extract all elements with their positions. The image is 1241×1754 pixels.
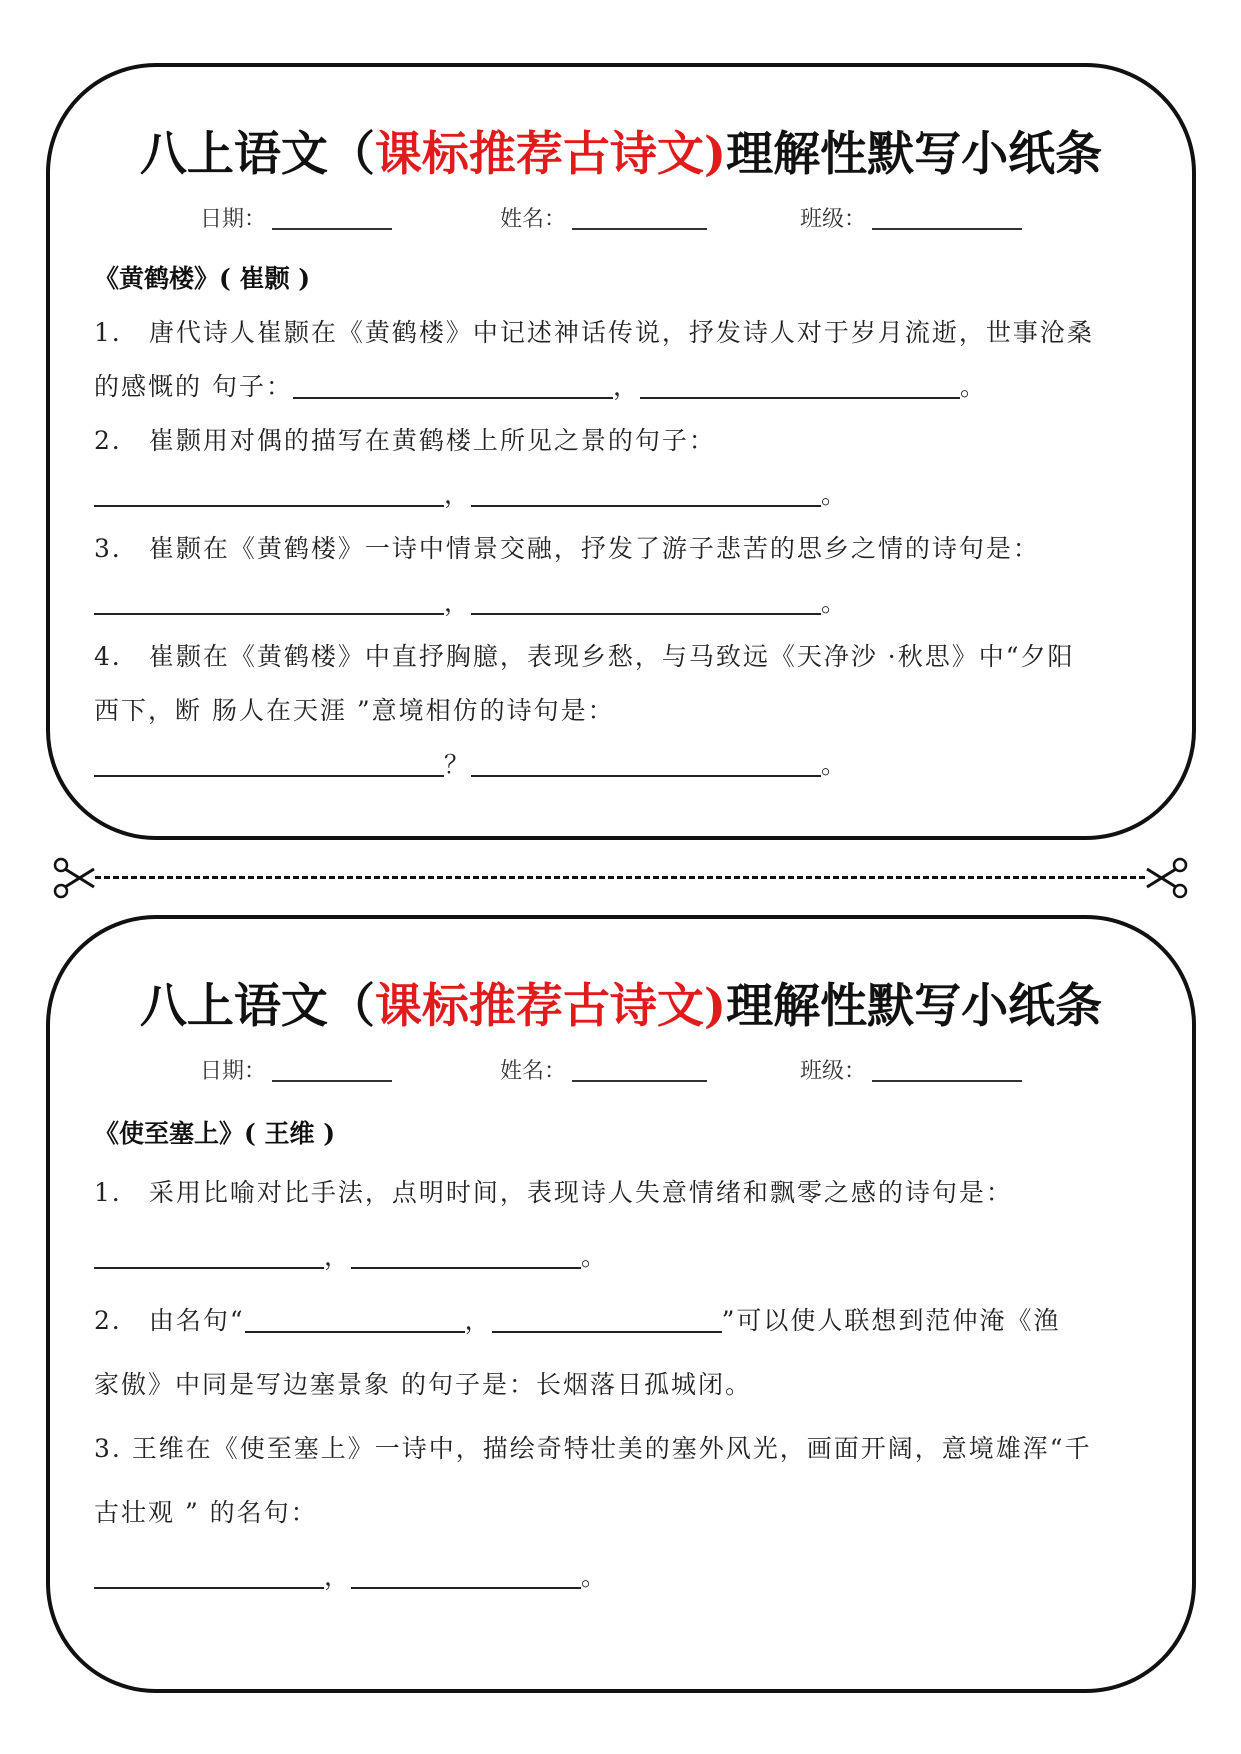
- answer-blank[interactable]: [471, 751, 821, 777]
- class-field: [800, 202, 1022, 233]
- period: 。: [581, 1562, 609, 1591]
- answer-blank[interactable]: [640, 373, 960, 399]
- name-field: [500, 202, 707, 233]
- name-label: 姓名：: [500, 207, 567, 232]
- period: 。: [821, 750, 849, 779]
- poem-title: 《黄鹤楼》( 崔颢 ): [94, 264, 311, 293]
- comma: ，: [444, 588, 472, 617]
- name-blank[interactable]: [572, 206, 707, 230]
- comma: ，: [444, 480, 472, 509]
- worksheet-card-2: [46, 915, 1196, 1693]
- title-part-right: 理解性默写小纸条: [726, 979, 1103, 1034]
- scissors-icon: [1145, 856, 1189, 900]
- date-field: [200, 1054, 392, 1085]
- question-4-line-2: 西下，断 肠人在天涯 ”意境相仿的诗句是：: [94, 696, 615, 725]
- cut-line: [95, 876, 1145, 879]
- title-part-red: 课标推荐古诗文): [374, 979, 727, 1034]
- title-part-left: 八上语文（: [139, 979, 375, 1034]
- answer-blank[interactable]: [471, 481, 821, 507]
- question-3: 3． 崔颢在《黄鹤楼》一诗中情景交融，抒发了游子悲苦的思乡之情的诗句是：: [94, 534, 1040, 563]
- date-field: [200, 202, 392, 233]
- poem-title: 《使至塞上》( 王维 ): [94, 1119, 336, 1148]
- class-blank[interactable]: [872, 206, 1022, 230]
- title-part-left: 八上语文（: [139, 127, 375, 182]
- answer-blank[interactable]: [94, 589, 444, 615]
- scissors-icon: [52, 856, 96, 900]
- date-blank[interactable]: [272, 206, 392, 230]
- name-blank[interactable]: [572, 1058, 707, 1082]
- answer-blank[interactable]: [351, 1243, 581, 1269]
- comma: ，: [612, 372, 640, 401]
- class-field: [800, 1054, 1022, 1085]
- comma: ，: [324, 1242, 352, 1271]
- question-3-line-1: 3. 王维在《使至塞上》一诗中，描绘奇特壮美的塞外风光，画面开阔，意境雄浑“千: [94, 1434, 1092, 1463]
- question-4-line-1: 4． 崔颢在《黄鹤楼》中直抒胸臆，表现乡愁，与马致远《天净沙 ·秋思》中“夕阳: [94, 642, 1075, 671]
- question-1-answer: [94, 1237, 608, 1273]
- answer-blank[interactable]: [471, 589, 821, 615]
- question-2-line-1: [94, 1301, 1060, 1337]
- answer-blank[interactable]: [492, 1307, 722, 1333]
- answer-blank[interactable]: [351, 1563, 581, 1589]
- answer-blank[interactable]: [293, 373, 613, 399]
- question-3-answer: [94, 1557, 608, 1593]
- question-3-answer: [94, 583, 848, 619]
- question-2-line-2: 家傲》中同是写边塞景象 的句子是：长烟落日孤城闭。: [94, 1370, 752, 1399]
- comma: ，: [324, 1562, 352, 1591]
- date-blank[interactable]: [272, 1058, 392, 1082]
- question-1: 1． 采用比喻对比手法，点明时间，表现诗人失意情绪和飘零之感的诗句是：: [94, 1178, 1013, 1207]
- answer-blank[interactable]: [94, 481, 444, 507]
- card-title: [50, 117, 1192, 184]
- question-3-line-2: 古壮观 ” 的名句：: [94, 1498, 318, 1527]
- date-label: 日期：: [200, 207, 267, 232]
- question-1-text: 的感慨的 句子：: [94, 372, 293, 401]
- period: 。: [821, 480, 849, 509]
- question-2-answer: [94, 475, 848, 511]
- answer-blank[interactable]: [94, 751, 444, 777]
- question-mark: ？: [444, 750, 472, 779]
- comma: ，: [464, 1306, 492, 1335]
- worksheet-card-1: [46, 63, 1196, 840]
- question-2-text-end: ”可以使人联想到范仲淹《渔: [721, 1306, 1061, 1335]
- question-4-answer: [94, 745, 848, 781]
- period: 。: [959, 372, 987, 401]
- question-1-line-2: [94, 367, 987, 403]
- question-1-line-1: 1． 唐代诗人崔颢在《黄鹤楼》中记述神话传说，抒发诗人对于岁月流逝，世事沧桑: [94, 318, 1094, 347]
- name-field: [500, 1054, 707, 1085]
- answer-blank[interactable]: [94, 1563, 324, 1589]
- answer-blank[interactable]: [245, 1307, 465, 1333]
- title-part-right: 理解性默写小纸条: [726, 127, 1103, 182]
- date-label: 日期：: [200, 1059, 267, 1084]
- class-blank[interactable]: [872, 1058, 1022, 1082]
- period: 。: [821, 588, 849, 617]
- name-label: 姓名：: [500, 1059, 567, 1084]
- question-2: 2． 崔颢用对偶的描写在黄鹤楼上所见之景的句子：: [94, 426, 716, 455]
- question-2-text: 2． 由名句“: [94, 1306, 245, 1335]
- period: 。: [581, 1242, 609, 1271]
- answer-blank[interactable]: [94, 1243, 324, 1269]
- class-label: 班级：: [800, 207, 867, 232]
- title-part-red: 课标推荐古诗文): [374, 127, 727, 182]
- class-label: 班级：: [800, 1059, 867, 1084]
- card-title: [50, 969, 1192, 1036]
